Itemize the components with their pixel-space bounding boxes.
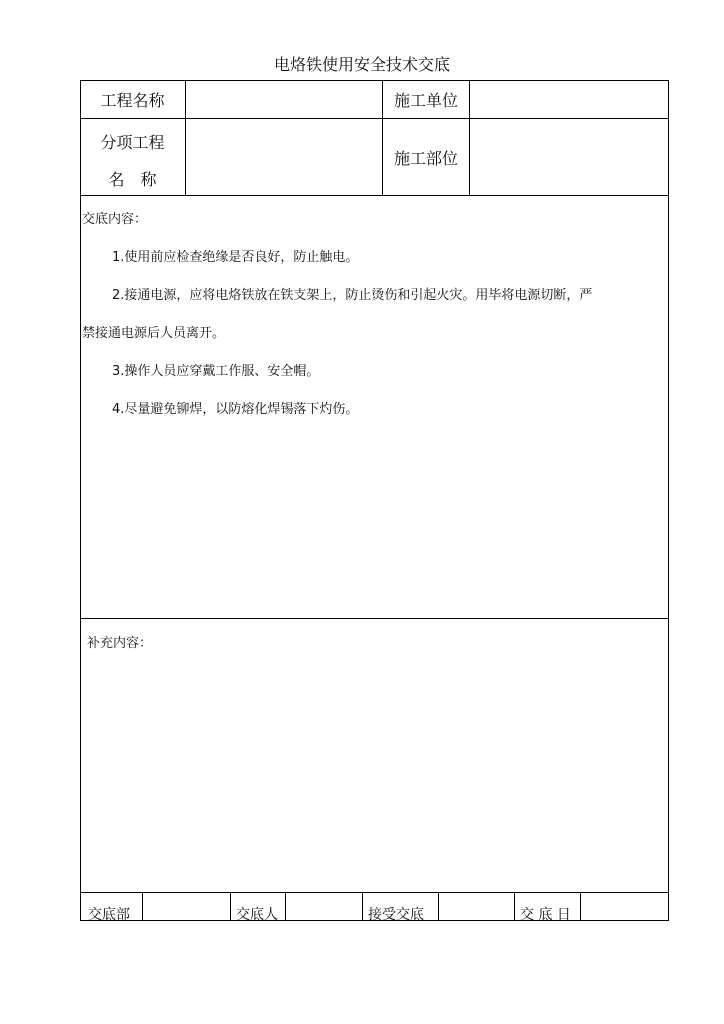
content-item-2: 2.接通电源，应将电烙铁放在铁支架上，防止烫伤和引起火灾。用毕将电源切断，严 (112, 288, 593, 303)
construction-unit-label: 施工单位 (393, 90, 458, 110)
footer-receiver-value[interactable] (439, 893, 514, 920)
construction-unit-value[interactable] (470, 81, 668, 118)
sub-project-label-line1: 分项工程 (100, 133, 165, 152)
footer-dept-value[interactable] (143, 893, 230, 920)
footer-col-divider-4 (362, 892, 363, 921)
document-title: 电烙铁使用安全技术交底 (273, 55, 450, 74)
sub-project-value[interactable] (186, 119, 382, 195)
project-name-value[interactable] (186, 81, 382, 118)
project-name-label: 工程名称 (100, 90, 165, 110)
footer-person-label: 交底人 (236, 907, 278, 923)
content-heading: 交底内容： (82, 212, 148, 227)
content-item-2-cont: 禁接通电源后人员离开。 (82, 326, 226, 341)
sub-project-label-line2: 名 称 (108, 170, 157, 189)
construction-part-label: 施工部位 (393, 148, 458, 168)
construction-part-value[interactable] (470, 119, 668, 195)
footer-col-divider-6 (514, 892, 515, 921)
footer-person-value[interactable] (286, 893, 362, 920)
content-item-3: 3.操作人员应穿戴工作服、安全帽。 (112, 364, 320, 379)
footer-date-label: 交 底 日 (520, 907, 571, 923)
content-item-4: 4.尽量避免铆焊，以防熔化焊锡落下灼伤。 (112, 402, 359, 417)
supplement-area[interactable] (81, 655, 668, 891)
row-divider-3 (80, 618, 669, 619)
content-item-1: 1.使用前应检查绝缘是否良好，防止触电。 (112, 250, 359, 265)
row-divider-2 (80, 195, 669, 196)
footer-dept-label: 交底部 (88, 907, 130, 923)
footer-receiver-label: 接受交底 (368, 907, 424, 923)
supplement-heading: 补充内容： (87, 636, 153, 651)
footer-date-value[interactable] (581, 893, 668, 920)
footer-col-divider-2 (230, 892, 231, 921)
